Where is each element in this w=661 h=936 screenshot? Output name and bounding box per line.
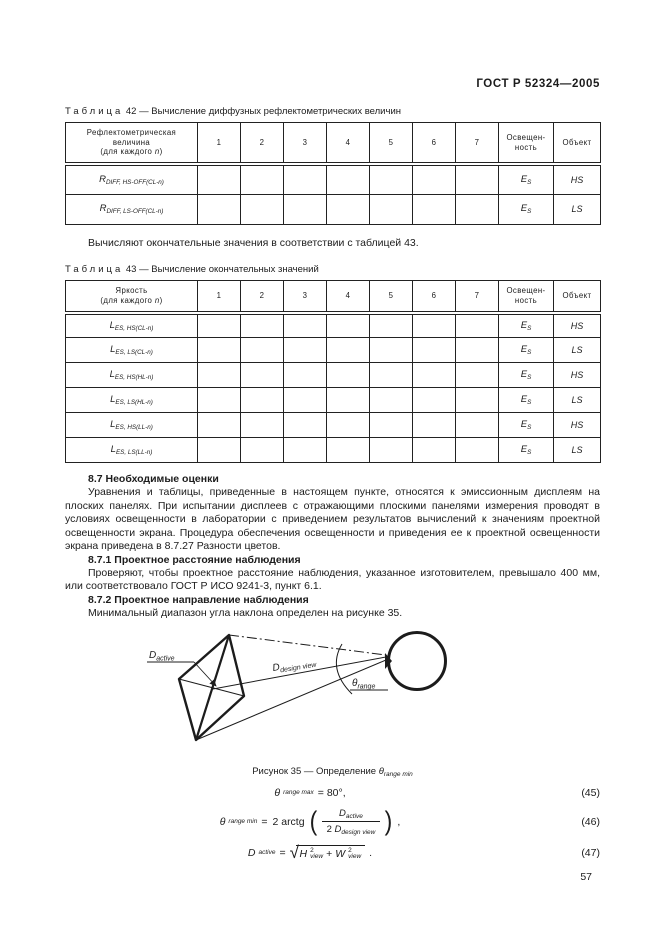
table43-row3-illuminance: $E_S$	[499, 363, 554, 388]
empty-cell	[241, 194, 284, 224]
empty-cell	[327, 438, 370, 463]
empty-cell	[241, 438, 284, 463]
section-8-7-1-heading: 8.7.1 Проектное расстояние наблюдения	[88, 553, 301, 566]
empty-cell	[241, 388, 284, 413]
table-row	[66, 164, 601, 194]
table43-row1-object: HS	[554, 313, 601, 338]
radical: √ H 2 view + W 2 view	[290, 845, 366, 862]
table43-row5-label: $L_{ES, HS(LL-n)}$	[66, 413, 198, 438]
table43-row2-illuminance: $E_S$	[499, 338, 554, 363]
table42-header-col2: 2	[241, 123, 284, 165]
empty-cell	[413, 338, 456, 363]
upper-sight-line-dashed	[229, 635, 386, 655]
table43-header-col1: 1	[198, 281, 241, 313]
table42-caption	[65, 106, 600, 117]
empty-cell	[413, 388, 456, 413]
d-active-leader-arrow	[194, 662, 216, 686]
table43-row1-label: $L_{ES, HS(CL-n)}$	[66, 313, 198, 338]
table43-row5-illuminance: $E_S$	[499, 413, 554, 438]
empty-cell	[198, 164, 241, 194]
table43-row3-object: HS	[554, 363, 601, 388]
equation-47: D active = √ H 2 view + W 2 view . (47)	[247, 843, 600, 863]
empty-cell	[284, 363, 327, 388]
empty-cell	[456, 388, 499, 413]
table43-caption-word: Таблица	[65, 264, 124, 276]
empty-cell	[370, 338, 413, 363]
empty-cell	[327, 363, 370, 388]
section-8-7-2-body: Минимальный диапазон угла наклона определен на рисунке 35.	[88, 607, 403, 620]
empty-cell	[413, 413, 456, 438]
table42-header-col6: 6	[413, 123, 456, 165]
d-active-label: $D_{active}$	[149, 649, 175, 663]
table43-header-illuminance: Освещен- ность	[499, 281, 554, 313]
empty-cell	[241, 164, 284, 194]
table43-row3-label: $L_{ES, HS(HL-n)}$	[66, 363, 198, 388]
table43-header-col2: 2	[241, 281, 284, 313]
empty-cell	[456, 363, 499, 388]
empty-cell	[284, 194, 327, 224]
table43-row6-illuminance: $E_S$	[499, 438, 554, 463]
table43-caption-rest: — Вычисление окончательных значений	[139, 264, 319, 276]
empty-cell	[284, 313, 327, 338]
section-8-7-body: Уравнения и таблицы, приведенные в настоящем пункте, относятся к эмиссионным дисплеям на плоских панелях. При испытании дисплеев с отражающими плоскими панелями измерения проводят в условиях освещенности в лаборатории с приведением результатов вычислений к значениям проектной освещенности экрана. Процедура обеспечения освещенности и приведения ее к проектной освещенности экрана приведена в 8.7.27 Разности цветов.	[65, 486, 600, 553]
empty-cell	[327, 388, 370, 413]
table-row	[66, 338, 601, 363]
table42-row2-object: LS	[554, 194, 601, 224]
empty-cell	[370, 313, 413, 338]
table-row	[66, 388, 601, 413]
table42-row1-object: HS	[554, 164, 601, 194]
table43-row4-label: $L_{ES, LS(HL-n)}$	[66, 388, 198, 413]
empty-cell	[370, 438, 413, 463]
empty-cell	[241, 363, 284, 388]
empty-cell	[456, 438, 499, 463]
theta-range-arc	[336, 644, 352, 694]
empty-cell	[241, 338, 284, 363]
empty-cell	[327, 164, 370, 194]
empty-cell	[456, 164, 499, 194]
table43-header-col6: 6	[413, 281, 456, 313]
empty-cell	[241, 313, 284, 338]
equation-45-number: (45)	[581, 786, 600, 799]
table-row	[66, 313, 601, 338]
empty-cell	[327, 413, 370, 438]
table43-header-col5: 5	[370, 281, 413, 313]
document-code: ГОСТ Р 52324—2005	[476, 78, 600, 90]
fraction: $\frac{D_{active}}{2 D_{design view}}$	[322, 808, 381, 836]
empty-cell	[198, 438, 241, 463]
empty-cell	[413, 438, 456, 463]
empty-cell	[370, 413, 413, 438]
eye-icon	[389, 632, 446, 689]
empty-cell	[413, 194, 456, 224]
table43-header-col4: 4	[327, 281, 370, 313]
table43-row6-label: $L_{ES, LS(LL-n)}$	[66, 438, 198, 463]
table43-row1-illuminance: $E_S$	[499, 313, 554, 338]
open-paren: (	[309, 806, 317, 837]
empty-cell	[198, 194, 241, 224]
empty-cell	[327, 338, 370, 363]
table42-caption-rest: — Вычисление диффузных рефлектометрических величин	[139, 106, 401, 117]
empty-cell	[370, 164, 413, 194]
empty-cell	[198, 388, 241, 413]
table42-header-object: Объект	[554, 123, 601, 165]
section-8-7-1-body: Проверяют, чтобы проектное расстояние наблюдения, указанное изготовителем, превышало 400 мм, или соответствовало ГОСТ Р ИСО 9241-3, пункт 6.1.	[65, 566, 600, 593]
empty-cell	[456, 313, 499, 338]
table-42	[65, 122, 601, 225]
table43-header-col7: 7	[456, 281, 499, 313]
empty-cell	[456, 194, 499, 224]
close-paren: )	[385, 806, 393, 837]
equation-47-number: (47)	[581, 846, 600, 859]
empty-cell	[284, 413, 327, 438]
table43-caption	[65, 264, 600, 275]
table42-header-quantity: Рефлектометрическая величина (для каждого n)	[66, 123, 198, 165]
empty-cell	[198, 363, 241, 388]
empty-cell	[370, 388, 413, 413]
empty-cell	[284, 164, 327, 194]
viewing-angle-diagram	[65, 624, 600, 756]
empty-cell	[198, 338, 241, 363]
table43-caption-num: 43	[125, 264, 137, 276]
empty-cell	[456, 413, 499, 438]
table-row	[66, 438, 601, 463]
table43-row4-object: LS	[554, 388, 601, 413]
equation-46: θ range min = 2 arctg ( $\frac{D_{active}}{2 D_{design view}}$ ) , (46)	[219, 806, 600, 837]
equation-46-number: (46)	[581, 815, 600, 828]
empty-cell	[370, 363, 413, 388]
empty-cell	[284, 438, 327, 463]
table42-header-col4: 4	[327, 123, 370, 165]
table42-row2-illuminance: $E_S$	[499, 194, 554, 224]
table43-row6-object: LS	[554, 438, 601, 463]
table43-row4-illuminance: $E_S$	[499, 388, 554, 413]
table42-header-row	[66, 123, 601, 165]
table43-header-col3: 3	[284, 281, 327, 313]
table43-header-quantity: Яркость (для каждого n)	[66, 281, 198, 313]
empty-cell	[327, 194, 370, 224]
table42-row1-illuminance: $E_S$	[499, 164, 554, 194]
figure-35	[65, 624, 600, 778]
page-number: 57	[580, 871, 592, 884]
table42-caption-word: Таблица	[65, 106, 124, 117]
section-8-7-2-heading: 8.7.2 Проектное направление наблюдения	[88, 593, 309, 606]
theta-range-label: $\theta_{range}$	[352, 677, 376, 691]
empty-cell	[413, 164, 456, 194]
table42-row1-label: $R_{DIFF, HS-OFF(CL-n)}$	[66, 164, 198, 194]
table-row	[66, 194, 601, 224]
empty-cell	[370, 194, 413, 224]
table42-header-col7: 7	[456, 123, 499, 165]
section-8-7-heading: 8.7 Необходимые оценки	[88, 473, 219, 486]
table43-row5-object: HS	[554, 413, 601, 438]
table-row	[66, 413, 601, 438]
table-row	[66, 363, 601, 388]
empty-cell	[198, 413, 241, 438]
empty-cell	[198, 313, 241, 338]
empty-cell	[241, 413, 284, 438]
table43-row2-label: $L_{ES, LS(CL-n)}$	[66, 338, 198, 363]
empty-cell	[456, 338, 499, 363]
table42-header-col1: 1	[198, 123, 241, 165]
table42-header-col3: 3	[284, 123, 327, 165]
equation-45: θ range max = 80°, (45)	[274, 786, 600, 799]
table42-row2-label: $R_{DIFF, LS-OFF(CL-n)}$	[66, 194, 198, 224]
empty-cell	[284, 388, 327, 413]
empty-cell	[284, 338, 327, 363]
table42-header-illuminance: Освещен- ность	[499, 123, 554, 165]
empty-cell	[413, 313, 456, 338]
d-design-view-label: $D_{design view}$	[271, 661, 317, 674]
table42-caption-num: 42	[125, 106, 137, 117]
table43-header-object: Объект	[554, 281, 601, 313]
empty-cell	[413, 363, 456, 388]
table42-header-col5: 5	[370, 123, 413, 165]
figure-35-caption: Рисунок 35 — Определение $\theta_{range min}$	[252, 765, 413, 778]
table-43	[65, 280, 601, 463]
empty-cell	[327, 313, 370, 338]
between-tables-paragraph: Вычисляют окончательные значения в соответствии с таблицей 43.	[88, 236, 419, 249]
table43-row2-object: LS	[554, 338, 601, 363]
table43-header-row	[66, 281, 601, 313]
